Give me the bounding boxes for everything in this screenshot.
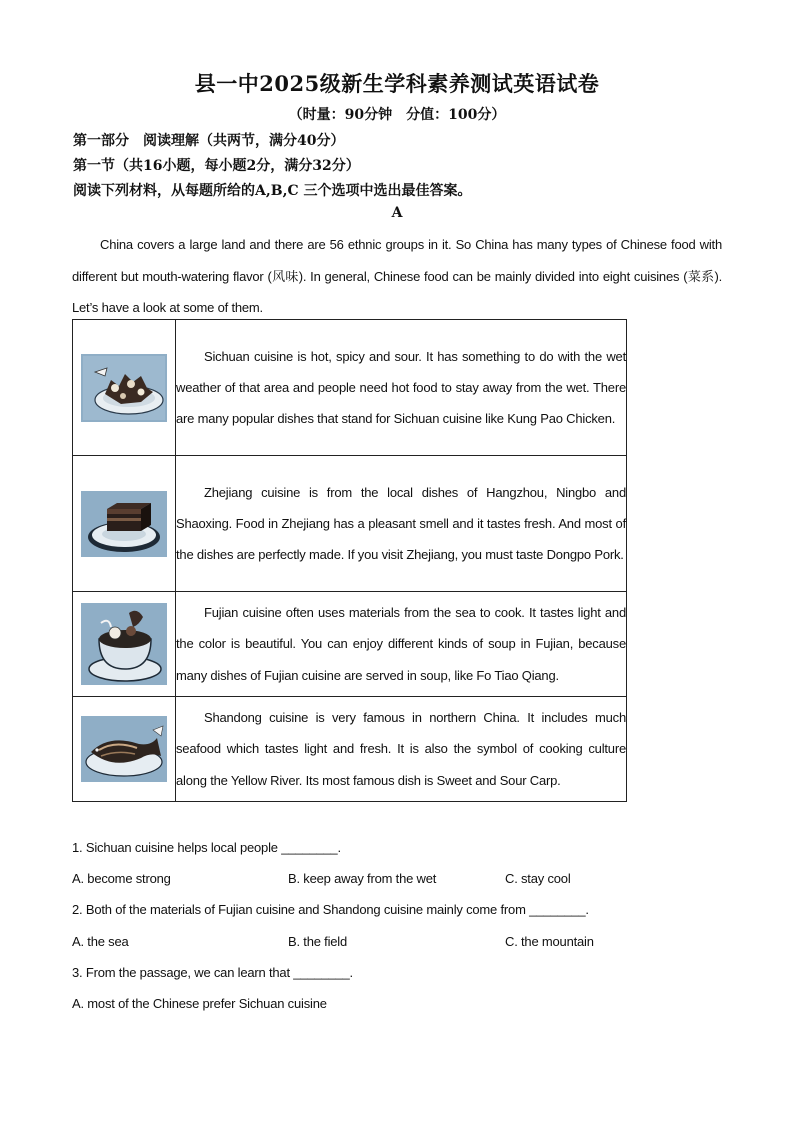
- part-heading: 第一部分 阅读理解（共两节，满分40分）: [73, 133, 345, 149]
- question-1-option-c: C. stay cool: [505, 871, 571, 886]
- table-row: [73, 456, 627, 592]
- image-cell: [73, 697, 176, 802]
- dongpo-pork-image: [81, 491, 167, 557]
- fo-tiao-qiang-image: [81, 603, 167, 685]
- directions: 阅读下列材料，从每题所给的A,B,C 三个选项中选出最佳答案。: [73, 183, 472, 199]
- question-1-option-b: B. keep away from the wet: [288, 871, 437, 886]
- question-2-option-b: B. the field: [288, 934, 348, 949]
- table-row: [73, 697, 627, 802]
- cuisine-description: Sichuan cuisine is hot, spicy and sour. It has something to do with the wet weather of that area and people need hot food to stay away from the wet. There are many popular dishes that stand for Sichuan cuisine like Kung Pao Chicken.: [176, 320, 627, 456]
- exam-time-score: （时量：90分钟 分值：100分）: [288, 107, 506, 123]
- question-2: 2. Both of the materials of Fujian cuisine and Shandong cuisine mainly come from ________.: [72, 902, 589, 917]
- question-1: 1. Sichuan cuisine helps local people ________.: [72, 840, 341, 855]
- question-3-option-a: A. most of the Chinese prefer Sichuan cuisine: [72, 996, 327, 1011]
- question-2-option-a: A. the sea: [72, 934, 129, 949]
- question-1-option-a: A. become strong: [72, 871, 171, 886]
- cuisine-table: [72, 319, 627, 802]
- image-cell: [73, 320, 176, 456]
- sweet-and-sour-carp-image: [81, 716, 167, 782]
- table-row: [73, 592, 627, 697]
- image-cell: [73, 456, 176, 592]
- passage-intro: China covers a large land and there are 56 ethnic groups in it. So China has many types of Chinese food with different but mouth-watering flavor (风味). In general, Chinese food can be mainly divided into eight cuisines (菜系). Let’s have a look at some of them.: [72, 237, 722, 315]
- question-2-option-c: C. the mountain: [505, 934, 594, 949]
- exam-title: 县一中2025级新生学科素养测试英语试卷: [194, 71, 600, 96]
- passage-label: A: [391, 205, 403, 221]
- table-row: [73, 320, 627, 456]
- section-heading: 第一节（共16小题，每小题2分，满分32分）: [73, 158, 360, 174]
- cuisine-description: Fujian cuisine often uses materials from the sea to cook. It tastes light and the color is beautiful. You can enjoy different kinds of soup in Fujian, because many dishes of Fujian cuisine are served in soup, like Fo Tiao Qiang.: [176, 592, 627, 697]
- question-3: 3. From the passage, we can learn that ________.: [72, 965, 353, 980]
- cuisine-description: Shandong cuisine is very famous in northern China. It includes much seafood which tastes light and fresh. It is also the symbol of cooking culture along the Yellow River. Its most famous dish is Sweet and Sour Carp.: [176, 697, 627, 802]
- cuisine-description: Zhejiang cuisine is from the local dishes of Hangzhou, Ningbo and Shaoxing. Food in Zhejiang has a pleasant smell and it tastes fresh. And most of the dishes are perfectly made. If you visit Zhejiang, you must taste Dongpo Pork.: [176, 456, 627, 592]
- kung-pao-chicken-image: [81, 354, 167, 422]
- image-cell: [73, 592, 176, 697]
